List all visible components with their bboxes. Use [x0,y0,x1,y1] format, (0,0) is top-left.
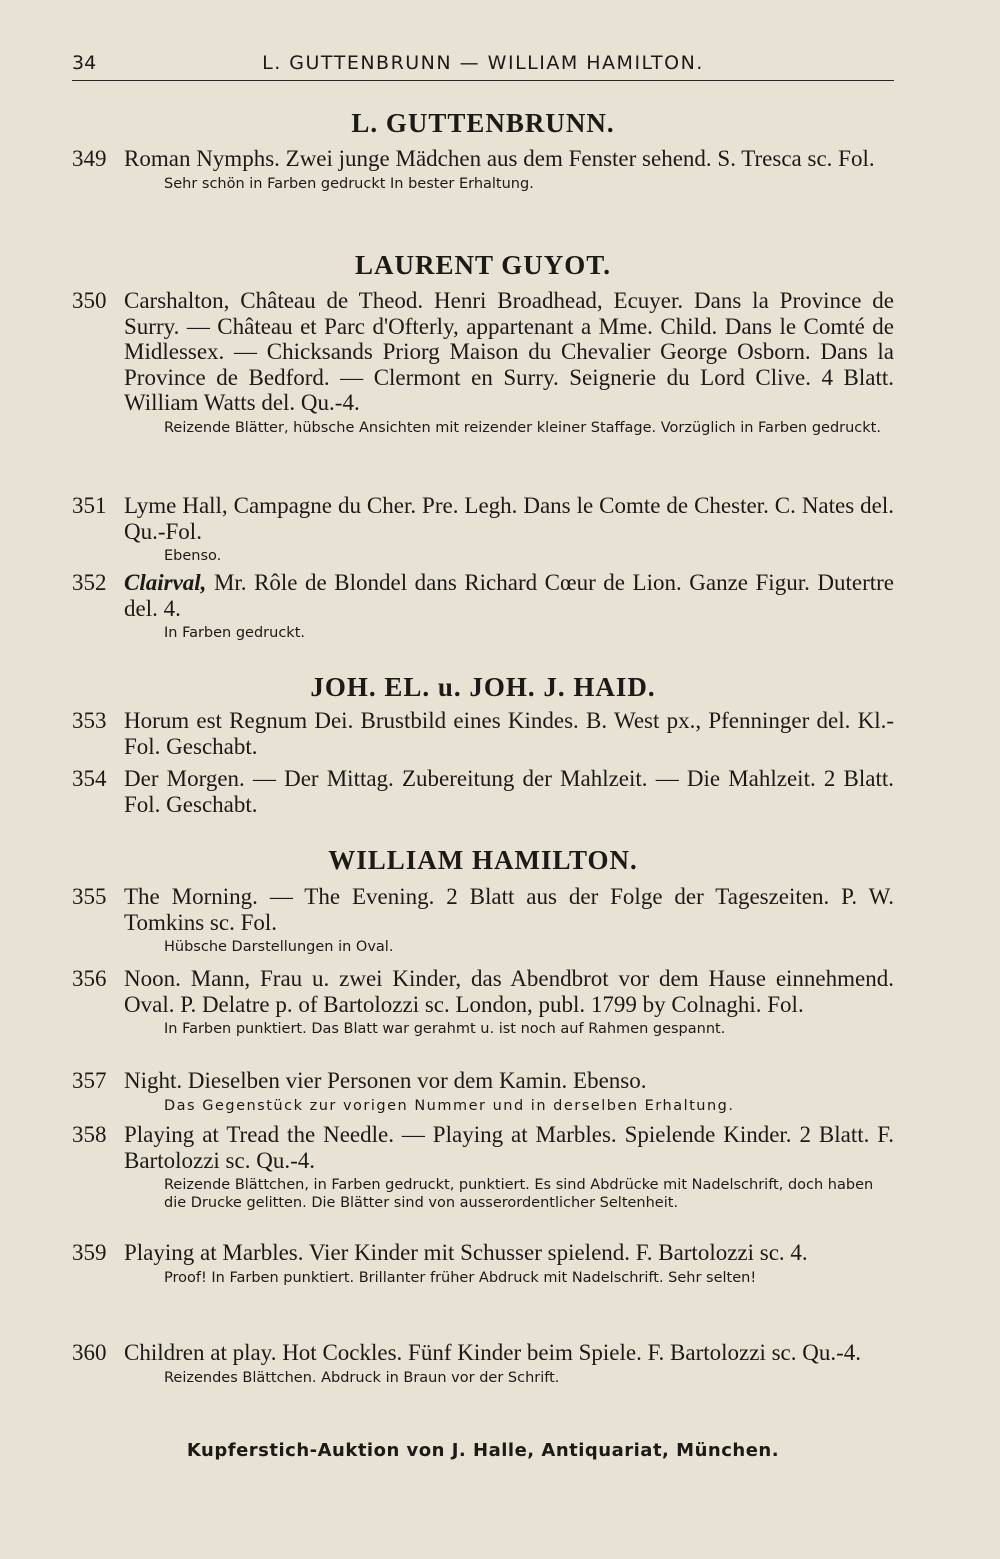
running-title: L. GUTTENBRUNN — WILLIAM HAMILTON. [262,52,704,74]
lot-number: 353 [72,708,107,733]
lot-number: 351 [72,493,107,518]
lot-number: 358 [72,1122,107,1147]
lot-number: 354 [72,766,107,791]
entry-note: In Farben gedruckt. [164,625,305,641]
lot-number: 359 [72,1240,107,1265]
catalog-entry [72,1122,894,1212]
entry-description: Children at play. Hot Cockles. Fünf Kinder beim Spiele. F. Bartolozzi sc. Qu.-4. [124,1340,862,1365]
entry-note: In Farben punktiert. Das Blatt war gerahmt u. ist noch auf Rahmen gespannt. [164,1021,726,1037]
entry-description: The Morning. — The Evening. 2 Blatt aus der Folge der Tageszeiten. P. W. Tomkins sc. Fol. [124,884,894,935]
entry-note: Reizendes Blättchen. Abdruck in Braun vor der Schrift. [164,1369,560,1386]
lot-number: 356 [72,966,107,991]
lot-number: 360 [72,1340,107,1365]
entry-description: Lyme Hall, Campagne du Cher. Pre. Legh. Dans le Comte de Chester. C. Nates del. Qu.-Fol. [124,493,894,544]
section-title: LAURENT GUYOT. [354,250,612,280]
entry-description: Night. Dieselben vier Personen vor dem Kamin. Ebenso. [124,1068,647,1093]
entry-description: Horum est Regnum Dei. Brustbild eines Kindes. B. West px., Pfenninger del. Kl.-Fol. Geschabt. [124,708,894,759]
entry-note: Proof! In Farben punktiert. Brillanter früher Abdruck mit Nadelschrift. Sehr selten! [164,1269,757,1286]
lot-number: 352 [72,570,107,595]
catalog-entry [72,146,894,193]
catalog-entry [72,570,894,642]
catalog-entry [72,1068,894,1115]
entry-note: Reizende Blätter, hübsche Ansichten mit reizender kleiner Staffage. Vorzüglich in Farben gedruckt. [164,419,881,436]
catalog-entry [72,966,894,1038]
catalog-entry [72,493,894,565]
lot-number: 350 [72,288,107,313]
entry-description: Der Morgen. — Der Mittag. Zubereitung der Mahlzeit. — Die Mahlzeit. 2 Blatt. Fol. Geschabt. [124,766,894,817]
entry-note: Sehr schön in Farben gedruckt In bester Erhaltung. [164,175,534,192]
entry-note: Reizende Blättchen, in Farben gedruckt, punktiert. Es sind Abdrücke mit Nadelschrift, doch haben die Drucke gelitten. Die Blätter sind von ausserordentlicher Seltenheit. [164,1177,874,1211]
entry-title-emphasis: Clairval, [124,570,207,595]
entry-description: Noon. Mann, Frau u. zwei Kinder, das Abendbrot vor dem Hause einnehmend. Oval. P. Delatre p. of Bartolozzi sc. London, publ. 1799 by Colnaghi. Fol. [124,966,894,1017]
entry-description: Playing at Tread the Needle. — Playing at Marbles. Spielende Kinder. 2 Blatt. F. Bartolozzi sc. Qu.-4. [124,1122,894,1173]
page-footer: Kupferstich-Auktion von J. Halle, Antiquariat, München. [186,1440,780,1461]
catalog-entry [72,1340,894,1387]
entry-note: Hübsche Darstellungen in Oval. [164,939,394,955]
catalog-entry [72,708,894,759]
page-number: 34 [72,52,97,74]
lot-number: 357 [72,1068,107,1093]
entry-description: Carshalton, Château de Theod. Henri Broadhead, Ecuyer. Dans la Province de Surry. — Château et Parc d'Ofterly, appartenant a Mme. Child. Dans le Comté de Midlessex. — Chicksands Priorg Maison du Chevalier George Osborn. Dans la Province de Bedford. — Clermont en Surry. Seignerie du Lord Clive. 4 Blatt. William Watts del. Qu.-4. [124,288,894,415]
catalog-entry [72,288,894,437]
catalog-entry [72,884,894,956]
section-title: JOH. EL. u. JOH. J. HAID. [310,672,656,702]
entry-description: Playing at Marbles. Vier Kinder mit Schusser spielend. F. Bartolozzi sc. 4. [124,1240,808,1265]
lot-number: 355 [72,884,107,909]
section-title: WILLIAM HAMILTON. [328,845,638,875]
entry-description: Roman Nymphs. Zwei junge Mädchen aus dem Fenster sehend. S. Tresca sc. Fol. [124,146,875,171]
section-title: L. GUTTENBRUNN. [351,108,615,138]
entry-note: Ebenso. [164,548,222,564]
page-header [72,50,894,81]
entry-note: Das Gegenstück zur vorigen Nummer und in derselben Erhaltung. [164,1097,735,1114]
entry-description [124,570,894,621]
entry-description-text: Mr. Rôle de Blondel dans Richard Cœur de Lion. Ganze Figur. Dutertre del. 4. [124,570,894,621]
catalog-entry [72,766,894,817]
catalog-entry [72,1240,894,1287]
lot-number: 349 [72,146,107,171]
